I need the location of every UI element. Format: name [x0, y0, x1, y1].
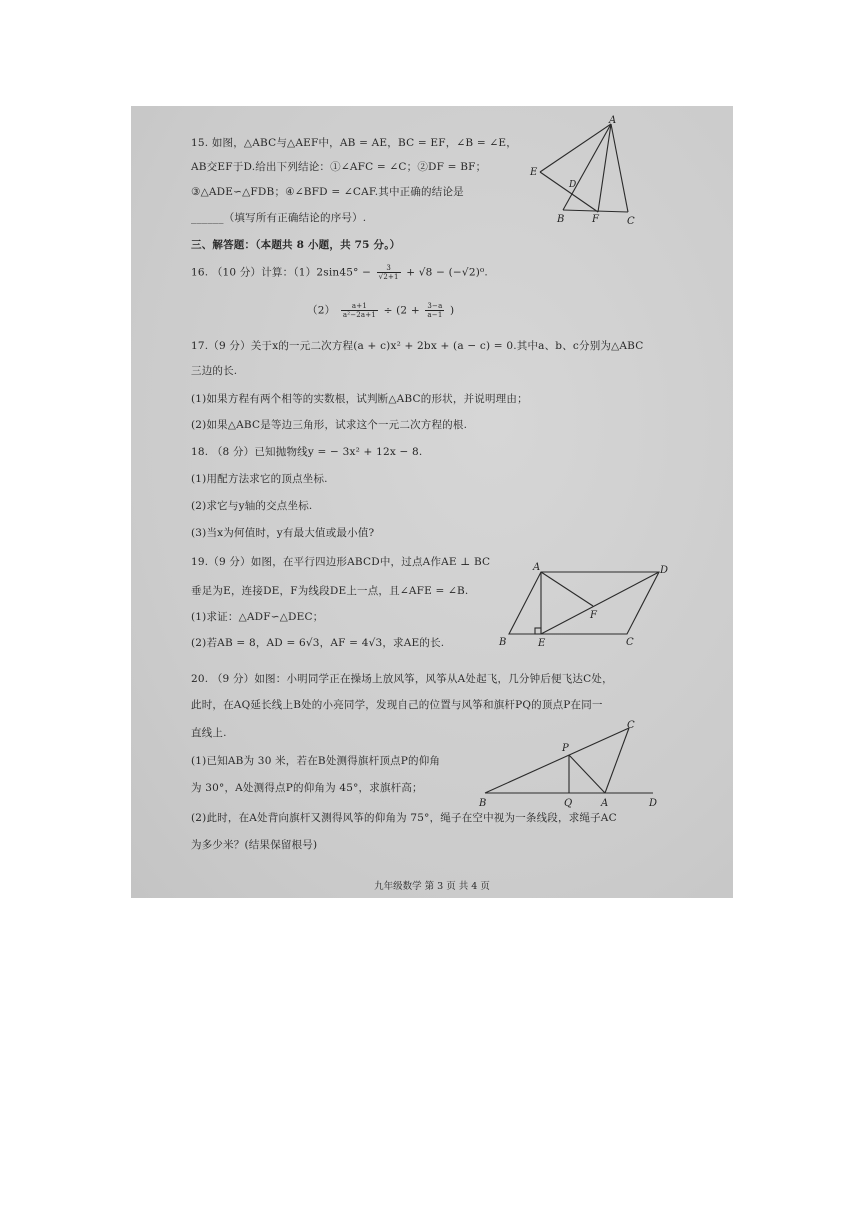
point-label-B: B	[499, 637, 507, 648]
q16-part-1	[191, 264, 488, 281]
q15-triangle-figure	[526, 114, 646, 226]
q15-line-2: AB交EF于D.给出下列结论：①∠AFC = ∠C；②DF = BF；	[191, 161, 487, 173]
q20-kite-figure	[475, 718, 665, 810]
point-label-E: E	[538, 638, 546, 649]
q17-line-3: (1)如果方程有两个相等的实数根，试判断△ABC的形状，并说明理由；	[191, 393, 528, 405]
point-label-Q: Q	[564, 798, 573, 809]
q19-parallelogram-figure	[497, 558, 673, 650]
section-3-title: 三、解答题：（本题共 8 小题，共 75 分。）	[191, 239, 401, 251]
segment-AE	[540, 124, 611, 172]
q17-line-1: 17.（9 分）关于x的一元二次方程(a + c)x² + 2bx + (a − c) = 0.其中a、b、c分别为△ABC	[191, 340, 644, 352]
point-label-D: D	[569, 180, 577, 190]
q16-fraction-3: $\frac{3-a}{a-1}$	[427, 302, 443, 319]
q17-line-4: (2)如果△ABC是等边三角形，试求这个一元二次方程的根.	[191, 419, 468, 431]
point-label-D: D	[660, 565, 669, 576]
point-label-E: E	[530, 167, 538, 178]
q16-fraction-2: $\frac{a+1}{\text{a²−2a+1}}$	[342, 302, 377, 319]
point-label-B: B	[557, 214, 565, 225]
q16-mid-2: ÷ (2 +	[383, 304, 420, 317]
q20-line-7: 为多少米？(结果保留根号)	[191, 839, 318, 851]
q15-line-4: ______（填写所有正确结论的序号）.	[191, 212, 367, 224]
q16-tail-1: + √8 − (−√2)⁰.	[406, 266, 488, 279]
parallelogram-ABCD	[509, 572, 659, 634]
q16-part-2-label: （2）	[307, 304, 336, 317]
q19-line-2: 垂足为E，连接DE，F为线段DE上一点，且∠AFE = ∠B.	[191, 585, 469, 597]
point-label-F: F	[592, 214, 599, 225]
point-label-P: P	[562, 743, 569, 754]
segment-AB	[563, 124, 611, 210]
segment-AC	[611, 124, 628, 212]
q17-line-2: 三边的长.	[191, 365, 238, 377]
q20-line-6: (2)此时，在A处背向旗杆又测得风筝的仰角为 75°，绳子在空中视为一条线段，求绳子AC	[191, 812, 617, 824]
q18-line-2: (1)用配方法求它的顶点坐标.	[191, 473, 328, 485]
q16-part-2	[307, 302, 454, 319]
q19-line-1: 19.（9 分）如图，在平行四边形ABCD中，过点A作AE ⊥ BC	[191, 556, 491, 568]
q20-line-3: 直线上.	[191, 727, 227, 739]
segment-AF	[598, 124, 611, 212]
q20-line-2: 此时，在AQ延长线上B处的小亮同学，发现自己的位置与风筝和旗杆PQ的顶点P在同一	[191, 699, 603, 711]
q19-line-3: (1)求证：△ADF∽△DEC；	[191, 611, 324, 623]
point-label-C: C	[626, 637, 634, 648]
segment-AF	[541, 572, 593, 606]
point-label-A: A	[533, 562, 541, 573]
segment-DE	[541, 572, 659, 634]
q20-line-5: 为 30°，A处测得点P的仰角为 45°，求旗杆高；	[191, 782, 423, 794]
q18-line-3: (2)求它与y轴的交点坐标.	[191, 500, 313, 512]
exam-page	[131, 106, 733, 898]
q20-line-1: 20. （9 分）如图：小明同学正在操场上放风筝，风筝从A处起飞，几分钟后便飞达C处，	[191, 673, 613, 685]
q19-line-4: (2)若AB = 8，AD = 6√3，AF = 4√3，求AE的长.	[191, 637, 445, 649]
q20-line-4: (1)已知AB为 30 米，若在B处测得旗杆顶点P的仰角	[191, 755, 441, 767]
q15-line-1: 15. 如图，△ABC与△AEF中，AB = AE，BC = EF，∠B = ∠E，	[191, 137, 517, 149]
q16-lead: 16. （10 分）计算：（1）2sin45° −	[191, 266, 372, 279]
point-label-C: C	[627, 216, 635, 226]
q18-line-1: 18. （8 分）已知抛物线y = − 3x² + 12x − 8.	[191, 446, 423, 458]
point-label-B: B	[479, 798, 487, 809]
right-angle-mark	[535, 628, 541, 634]
point-label-A: A	[601, 798, 609, 809]
point-label-D: D	[649, 798, 658, 809]
q16-fraction-1: $\frac{3}{√2+1}$	[378, 264, 399, 281]
segment-EF	[540, 172, 598, 212]
segment-PA	[569, 755, 605, 793]
point-label-A: A	[609, 115, 617, 126]
q15-line-3: ③△ADE∽△FDB；④∠BFD = ∠CAF.其中正确的结论是	[191, 186, 464, 198]
q18-line-4: (3)当x为何值时，y有最大值或最小值?	[191, 527, 375, 539]
point-label-F: F	[590, 610, 597, 621]
segment-BC	[485, 728, 629, 793]
point-label-C: C	[627, 720, 635, 731]
q16-tail-2: )	[450, 304, 455, 317]
page-footer: 九年级数学 第 3 页 共 4 页	[374, 881, 490, 892]
